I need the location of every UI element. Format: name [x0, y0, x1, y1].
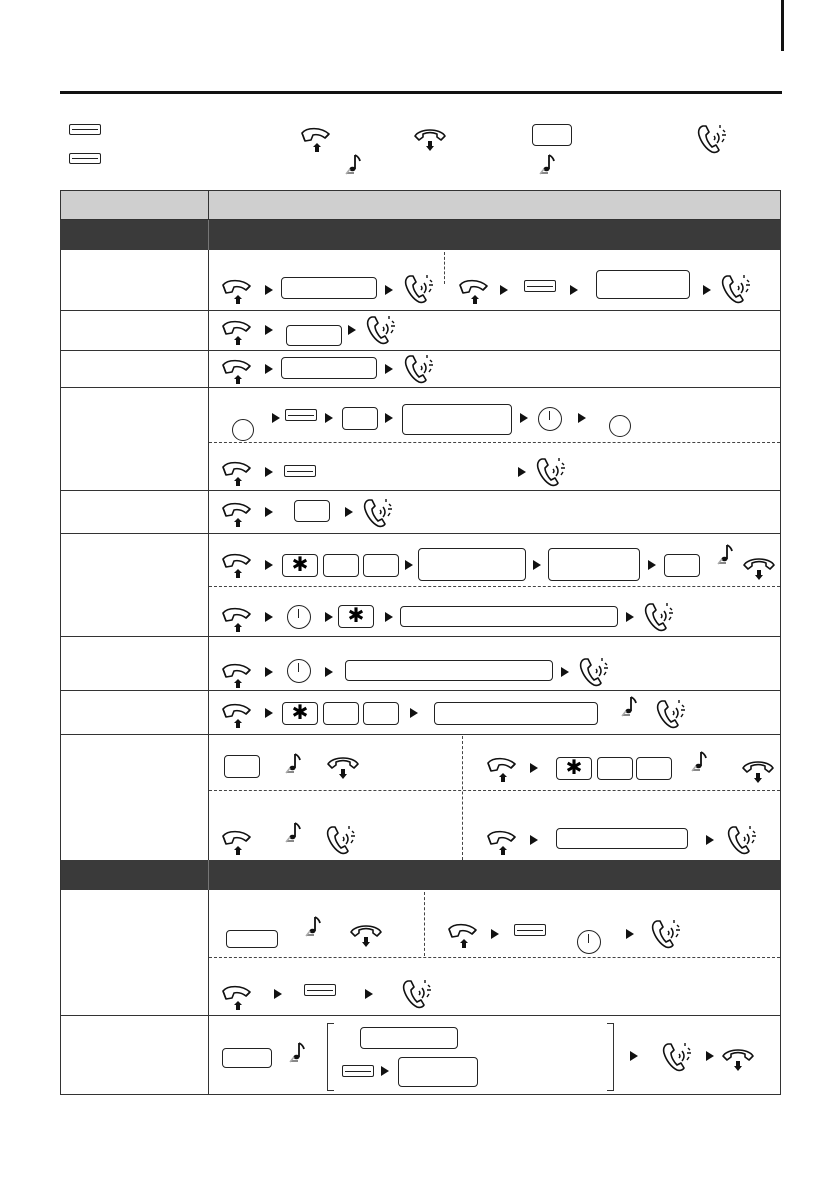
- off-hook-icon: [220, 550, 256, 580]
- dashed-split: [424, 892, 425, 956]
- flexible-button-icon: [284, 465, 316, 477]
- key-icon: [323, 554, 359, 577]
- star-key-icon: ✱: [338, 605, 374, 628]
- off-hook-icon: [446, 920, 482, 950]
- confirmation-tone-icon: [620, 694, 640, 718]
- arrow-icon: [520, 413, 528, 423]
- row-separator: [60, 310, 781, 311]
- table-header-divider: [208, 190, 209, 220]
- page-top-rule: [60, 91, 782, 94]
- flexible-button-icon: [285, 409, 317, 421]
- off-hook-icon: [220, 700, 256, 730]
- on-hook-icon: [741, 553, 777, 583]
- off-hook-icon: [299, 124, 335, 154]
- arrow-icon: [265, 285, 273, 295]
- confirmation-tone-icon: [284, 820, 304, 844]
- arrow-icon: [533, 560, 541, 570]
- arrow-icon: [325, 413, 333, 423]
- off-hook-icon: [220, 356, 256, 386]
- talk-icon: [402, 272, 438, 306]
- talk-icon: [660, 1040, 696, 1074]
- arrow-icon: [385, 364, 393, 374]
- arrow-icon: [570, 285, 578, 295]
- talk-icon: [402, 352, 438, 386]
- bracket-left: [327, 1023, 334, 1091]
- arrow-icon: [405, 560, 413, 570]
- key-icon: [532, 124, 572, 146]
- key-icon: [664, 554, 700, 577]
- flexible-button-icon: [524, 280, 556, 292]
- arrow-icon: [530, 835, 538, 845]
- bracket-right: [607, 1023, 614, 1091]
- talk-icon: [364, 313, 400, 347]
- star-key-icon: ✱: [282, 702, 318, 725]
- entry-field: [418, 548, 526, 581]
- arrow-icon: [325, 667, 333, 677]
- dashed-separator: [209, 586, 780, 587]
- row-separator: [60, 734, 781, 735]
- on-hook-icon: [720, 1044, 756, 1074]
- button-icon: [609, 415, 631, 437]
- arrow-icon: [265, 325, 273, 335]
- confirmation-tone-icon: [690, 749, 710, 773]
- row-separator: [60, 533, 781, 534]
- talk-icon: [654, 697, 690, 731]
- table-column-divider: [208, 890, 209, 1095]
- arrow-icon: [626, 612, 634, 622]
- arrow-icon: [265, 364, 273, 374]
- arrow-icon: [272, 413, 280, 423]
- arrow-icon: [385, 285, 393, 295]
- pause-button-icon: [287, 605, 311, 629]
- star-key-icon: ✱: [282, 554, 318, 577]
- entry-field: [548, 548, 640, 581]
- key-icon: [294, 500, 330, 522]
- table-header-row: [60, 190, 781, 220]
- row-separator: [60, 490, 781, 491]
- flexible-button-icon: [514, 924, 546, 936]
- table-section-divider: [208, 860, 209, 890]
- key-icon: [323, 702, 359, 725]
- arrow-icon: [345, 507, 353, 517]
- confirmation-tone-icon: [284, 751, 304, 775]
- table-section-divider: [208, 220, 209, 250]
- arrow-icon: [518, 467, 526, 477]
- key-icon: [286, 325, 342, 346]
- on-hook-icon: [325, 752, 361, 782]
- on-hook-icon: [412, 124, 448, 154]
- arrow-icon: [706, 1051, 714, 1061]
- arrow-icon: [706, 835, 714, 845]
- arrow-icon: [530, 763, 538, 773]
- arrow-icon: [274, 989, 282, 999]
- dashed-split: [444, 252, 445, 284]
- off-hook-icon: [485, 754, 521, 784]
- on-hook-icon: [740, 756, 776, 786]
- row-separator: [60, 1015, 781, 1016]
- entry-field: [345, 660, 553, 681]
- dashed-separator: [209, 442, 780, 443]
- table-border-left: [60, 250, 61, 1095]
- row-separator: [60, 350, 781, 351]
- table-border-bottom: [60, 1094, 781, 1095]
- arrow-icon: [703, 285, 711, 295]
- talk-icon: [361, 496, 397, 530]
- pause-button-icon: [538, 407, 562, 431]
- off-hook-icon: [220, 317, 256, 347]
- key-icon: [342, 407, 378, 430]
- arrow-icon: [265, 667, 273, 677]
- table-border-right: [780, 250, 781, 1095]
- talk-icon: [534, 455, 570, 489]
- button-icon: [232, 419, 254, 441]
- star-key-icon: ✱: [556, 757, 592, 780]
- key-icon: [597, 757, 633, 780]
- arrow-icon: [648, 560, 656, 570]
- arrow-icon: [365, 989, 373, 999]
- arrow-icon: [265, 708, 273, 718]
- flexible-button-icon: [304, 984, 336, 996]
- arrow-icon: [630, 1051, 638, 1061]
- talk-icon: [695, 122, 731, 156]
- off-hook-icon: [220, 276, 256, 306]
- table-section-row: [60, 860, 781, 890]
- key-icon: [636, 757, 672, 780]
- key-icon: [363, 702, 399, 725]
- table-column-divider: [208, 250, 209, 860]
- corner-rule: [781, 0, 784, 51]
- arrow-icon: [385, 413, 393, 423]
- off-hook-icon: [220, 458, 256, 488]
- key-icon: [222, 1048, 272, 1068]
- off-hook-icon: [220, 499, 256, 529]
- off-hook-icon: [220, 604, 256, 634]
- arrow-icon: [500, 285, 508, 295]
- entry-field: [596, 270, 690, 299]
- arrow-icon: [578, 413, 586, 423]
- talk-icon: [725, 823, 761, 857]
- entry-field: [556, 828, 688, 849]
- key-icon: [363, 554, 399, 577]
- flexible-button-icon: [69, 153, 101, 164]
- arrow-icon: [410, 708, 418, 718]
- off-hook-icon: [457, 276, 493, 306]
- confirmation-tone-icon: [344, 152, 364, 176]
- talk-icon: [642, 600, 678, 634]
- key-icon: [224, 755, 260, 778]
- entry-field: [281, 277, 377, 299]
- arrow-icon: [325, 612, 333, 622]
- arrow-icon: [265, 560, 273, 570]
- confirmation-tone-icon: [304, 914, 324, 938]
- talk-icon: [400, 977, 436, 1011]
- arrow-icon: [348, 325, 356, 335]
- row-separator: [60, 690, 781, 691]
- confirmation-tone-icon: [288, 1040, 308, 1064]
- entry-field: [402, 404, 512, 435]
- talk-icon: [577, 655, 613, 689]
- flexible-button-icon: [69, 124, 101, 135]
- entry-field: [360, 1027, 458, 1049]
- arrow-icon: [265, 467, 273, 477]
- arrow-icon: [626, 929, 634, 939]
- off-hook-icon: [220, 827, 256, 857]
- arrow-icon: [561, 667, 569, 677]
- off-hook-icon: [220, 660, 256, 690]
- arrow-icon: [491, 929, 499, 939]
- arrow-icon: [265, 507, 273, 517]
- talk-icon: [324, 823, 360, 857]
- arrow-icon: [385, 612, 393, 622]
- arrow-icon: [381, 1066, 389, 1076]
- off-hook-icon: [485, 827, 521, 857]
- table-section-row: [60, 220, 781, 250]
- confirmation-tone-icon: [716, 542, 736, 566]
- off-hook-icon: [220, 982, 256, 1012]
- pause-button-icon: [287, 659, 311, 683]
- dashed-separator: [209, 790, 780, 791]
- dashed-separator: [209, 957, 780, 958]
- pause-button-icon: [577, 930, 601, 954]
- row-separator: [60, 636, 781, 637]
- talk-icon: [719, 272, 755, 306]
- confirmation-tone-icon: [538, 152, 558, 176]
- entry-field: [281, 357, 377, 379]
- talk-icon: [649, 917, 685, 951]
- on-hook-icon: [348, 920, 384, 950]
- row-separator: [60, 387, 781, 388]
- key-icon: [226, 930, 278, 948]
- arrow-icon: [265, 612, 273, 622]
- entry-field: [398, 1057, 478, 1087]
- entry-field: [400, 606, 618, 627]
- dashed-split: [462, 736, 463, 860]
- entry-field: [434, 702, 598, 725]
- flexible-button-icon: [342, 1065, 374, 1077]
